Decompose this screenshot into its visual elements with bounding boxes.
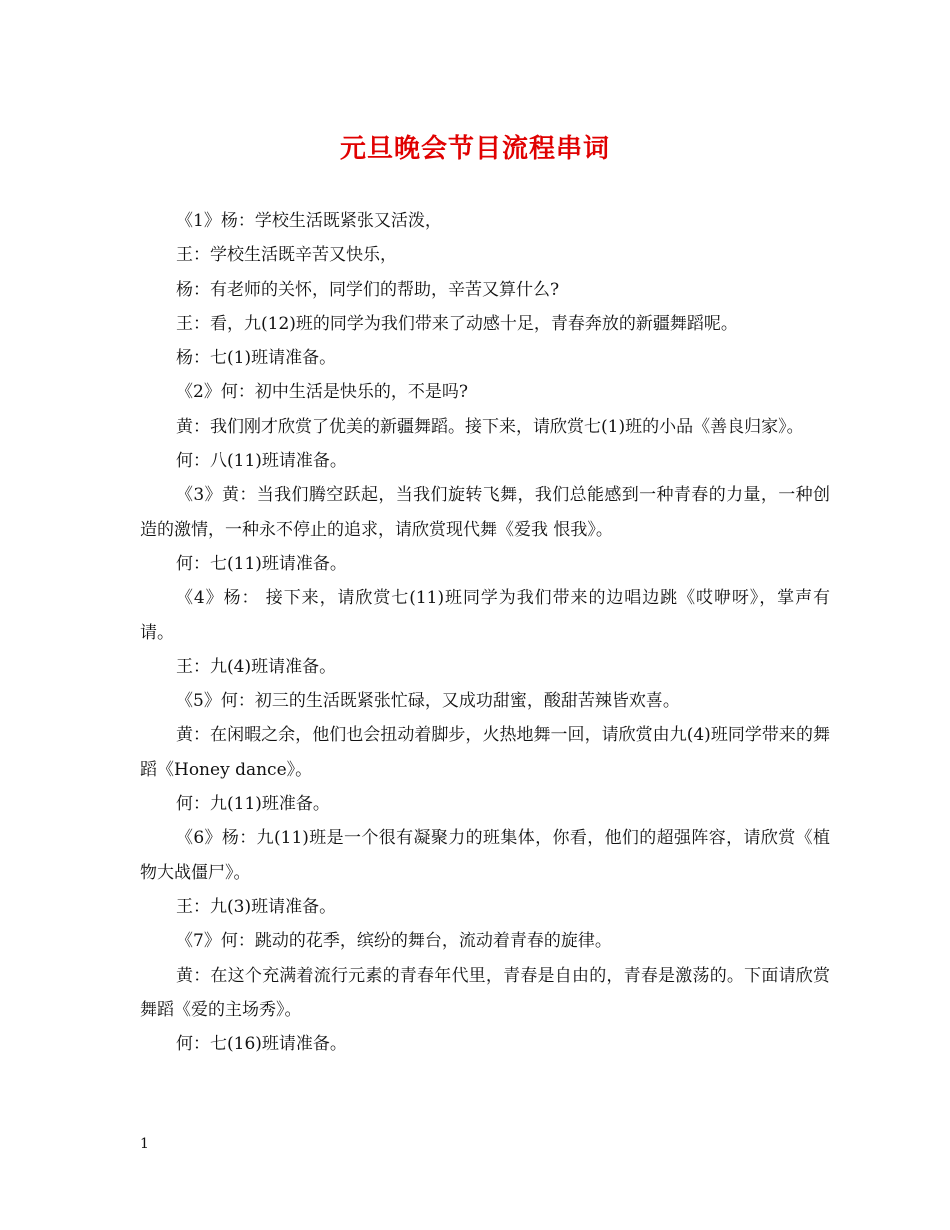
document-title: 元旦晚会节目流程串词 xyxy=(339,134,610,164)
paragraph: 《2》何：初中生活是快乐的，不是吗? xyxy=(176,382,468,403)
paragraph: 何：七(16)班请准备。 xyxy=(176,1034,347,1055)
paragraph: 杨：七(1)班请准备。 xyxy=(176,348,337,369)
paragraph: 杨：有老师的关怀，同学们的帮助，辛苦又算什么? xyxy=(176,279,560,300)
paragraph: 黄：在闲暇之余，他们也会扭动着脚步，火热地舞一回，请欣赏由九(4)班同学带来的舞蹈《Honey dance》。 xyxy=(140,725,830,780)
paragraph: 王：看，九(12)班的同学为我们带来了动感十足，青春奔放的新疆舞蹈呢。 xyxy=(176,313,738,334)
paragraph: 《3》黄：当我们腾空跃起，当我们旋转飞舞，我们总能感到一种青春的力量，一种创造的激情，一种永不停止的追求，请欣赏现代舞《爱我 恨我》。 xyxy=(140,485,830,540)
paragraph: 《1》杨：学校生活既紧张又活泼， xyxy=(176,211,442,231)
paragraph: 黄：我们刚才欣赏了优美的新疆舞蹈。接下来，请欣赏七(1)班的小品《善良归家》。 xyxy=(176,416,804,437)
page-number: 1 xyxy=(140,1136,149,1152)
paragraph: 王：九(3)班请准备。 xyxy=(176,896,337,917)
paragraph: 何：九(11)班准备。 xyxy=(176,794,330,815)
document-body xyxy=(140,204,830,1061)
paragraph: 《7》何：跳动的花季，缤纷的舞台，流动着青春的旋律。 xyxy=(176,931,612,952)
paragraph: 《6》杨：九(11)班是一个很有凝聚力的班集体，你看，他们的超强阵容，请欣赏《植物大战僵尸》。 xyxy=(140,828,830,883)
paragraph: 何：八(11)班请准备。 xyxy=(176,451,347,472)
paragraph: 《4》杨： 接下来，请欣赏七(11)班同学为我们带来的边唱边跳《哎咿呀》，掌声有请。 xyxy=(140,588,830,643)
paragraph: 王：九(4)班请准备。 xyxy=(176,656,337,677)
paragraph: 黄：在这个充满着流行元素的青春年代里，青春是自由的，青春是激荡的。下面请欣赏舞蹈《爱的主场秀》。 xyxy=(140,965,830,1020)
paragraph: 王：学校生活既辛苦又快乐， xyxy=(176,245,397,266)
paragraph: 何：七(11)班请准备。 xyxy=(176,553,347,574)
paragraph: 《5》何：初三的生活既紧张忙碌，又成功甜蜜，酸甜苦辣皆欢喜。 xyxy=(176,691,680,712)
